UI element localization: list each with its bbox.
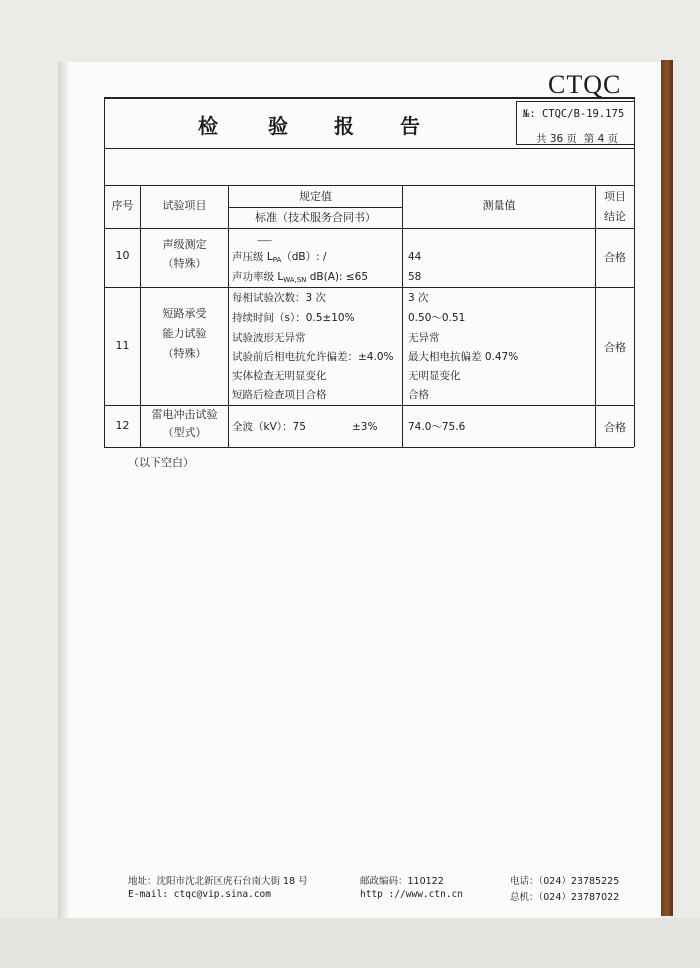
spec-line: 每相试验次数：3 次 [232, 292, 327, 304]
page-count: 共 36 页 [536, 133, 578, 145]
spec-text: （dB）: / [281, 251, 327, 263]
report-title-char: 告 [400, 114, 420, 138]
col-divider [402, 185, 403, 447]
header-standard: 标准（技术服务合同书） [255, 211, 376, 224]
spec-subscript: PA [272, 256, 282, 264]
measured-value: 58 [408, 271, 422, 283]
report-title-char: 报 [334, 114, 354, 138]
spec-subscript: WA,SN [283, 276, 307, 284]
spec-text: 声功率级 L [232, 271, 284, 283]
header-measured: 测量值 [482, 199, 516, 212]
spec-text: 声压级 L [232, 251, 273, 263]
spec-tolerance: ±3% [352, 421, 378, 433]
spec-line: 实体检查无明显变化 [232, 370, 327, 382]
spec-text: dB(A): ≤65 [306, 271, 369, 283]
spec-line: 短路后检查项目合格 [232, 389, 327, 401]
header-result: 结论 [604, 210, 626, 223]
row-seq: 11 [115, 339, 130, 352]
row-item: （型式） [162, 426, 207, 439]
spec-line: 试验前后相电抗允许偏差：±4.0% [232, 351, 394, 363]
row-result: 合格 [604, 341, 626, 354]
report-title-char: 验 [268, 114, 288, 138]
blank-note: （以下空白） [128, 456, 194, 469]
row-result: 合格 [604, 251, 626, 264]
report-title-char: 检 [198, 114, 218, 138]
spec-line: 全波（kV）：75 [232, 421, 306, 433]
table-left-border [104, 148, 105, 447]
spec-line [232, 270, 368, 287]
footer-switchboard: 总机：（024）23787022 [510, 892, 620, 903]
row-divider [104, 228, 634, 229]
row-divider [104, 287, 634, 288]
background-surface [0, 918, 700, 968]
row-item: 短路承受 [162, 307, 207, 320]
brand-logo: CTQC [548, 70, 622, 99]
measured-value: 44 [408, 251, 422, 263]
header-bottom-border [104, 148, 634, 149]
row-seq: 10 [115, 249, 130, 262]
header-top-border [104, 97, 634, 99]
page-current: 第 4 页 [583, 133, 619, 145]
row-item: 雷电冲击试验 [151, 408, 218, 421]
spec-line [232, 250, 327, 267]
footer-email: E-mail: ctqc@vip.sina.com [128, 889, 271, 900]
measured-value: 无明显变化 [408, 370, 461, 382]
row-seq: 12 [115, 419, 130, 432]
header-spec: 规定值 [299, 190, 332, 203]
measured-value: 74.0～75.6 [408, 421, 466, 433]
row-item: 声级测定 [162, 238, 207, 251]
page-shadow [58, 62, 70, 918]
table-bottom-border [104, 447, 634, 448]
table-right-border [634, 97, 635, 447]
measured-value: 无异常 [408, 332, 440, 344]
overbar-mark: —— [257, 236, 271, 245]
row-item: 能力试验 [162, 327, 207, 340]
footer-address: 地址：沈阳市沈北新区虎石台南大街 18 号 [128, 876, 308, 887]
measured-value: 最大相电抗偏差 0.47% [408, 351, 519, 363]
spec-header-divider [228, 207, 402, 208]
spec-line: 试验波形无异常 [232, 332, 306, 344]
header-result: 项目 [604, 190, 626, 203]
footer-phone: 电话：（024）23785225 [510, 876, 620, 887]
measured-value: 0.50～0.51 [408, 312, 466, 324]
footer-website: http ://www.ctn.cn [360, 889, 463, 900]
binder-spine [661, 60, 673, 916]
header-left-border [104, 97, 105, 148]
spec-line: 持续时间（s）：0.5±10% [232, 312, 355, 324]
row-item: （特殊） [162, 257, 207, 270]
table-header-top [104, 185, 634, 186]
measured-value: 合格 [408, 389, 429, 401]
row-item: （特殊） [162, 347, 207, 360]
row-divider [104, 405, 634, 406]
measured-value: 3 次 [408, 292, 429, 304]
report-number: №: CTQC/B-19.175 [523, 108, 625, 120]
footer-postcode: 邮政编码：110122 [360, 876, 444, 887]
header-divider [516, 101, 517, 144]
header-item: 试验项目 [162, 199, 207, 212]
page-info [536, 131, 618, 146]
header-seq: 序号 [111, 199, 134, 212]
header-box-top [516, 101, 634, 102]
row-result: 合格 [604, 421, 626, 434]
